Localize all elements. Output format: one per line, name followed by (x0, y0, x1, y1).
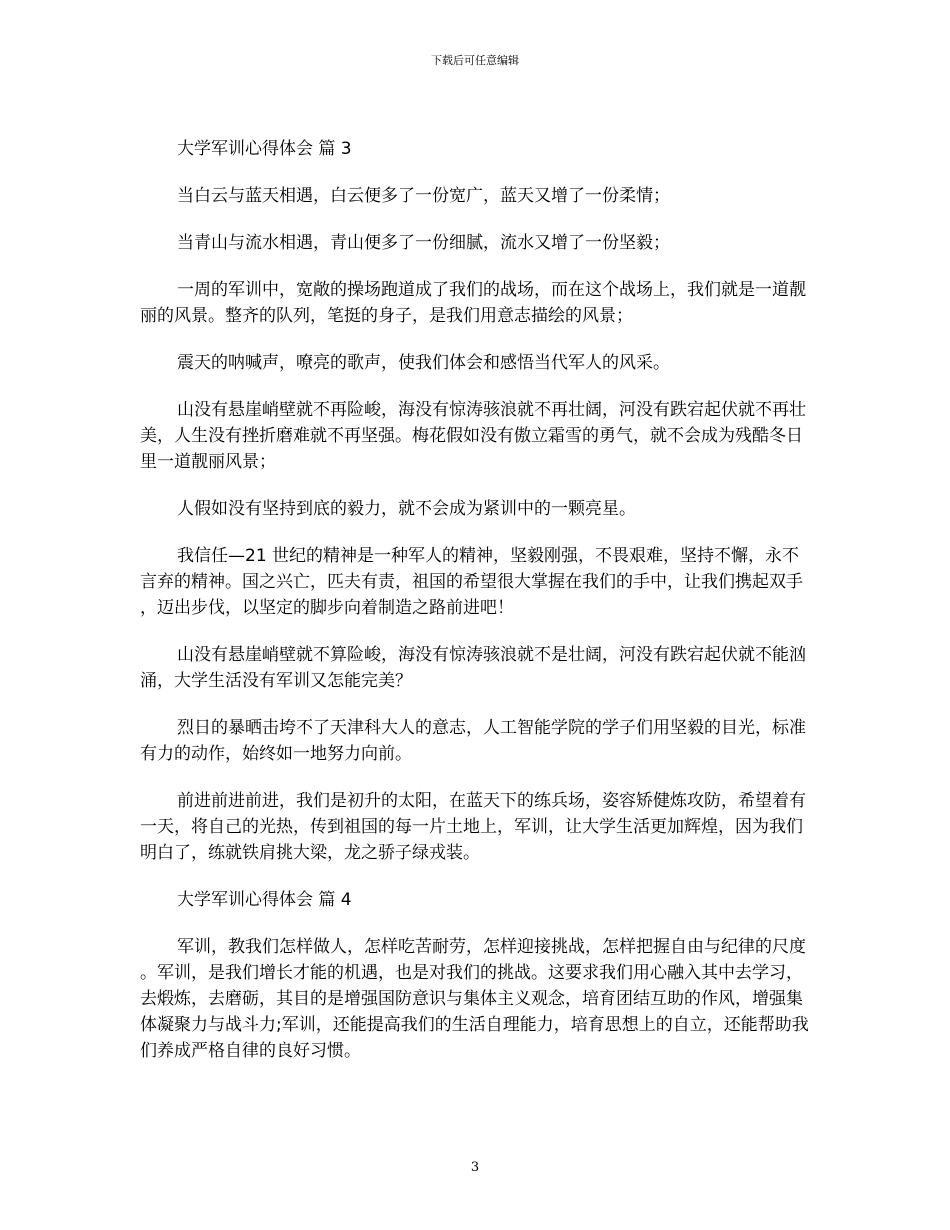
paragraph: 烈日的暴晒击垮不了天津科大人的意志，人工智能学院的学子们用坚毅的目光，标准有力的动作，始终如一地努力向前。 (140, 718, 806, 764)
paragraph: 山没有悬崖峭壁就不再险峻，海没有惊涛骇浪就不再壮阔，河没有跌宕起伏就不再壮美，人生没有挫折磨难就不再坚强。梅花假如没有傲立霜雪的勇气，就不会成为残酷冬日里一道靓丽风景； (140, 400, 806, 472)
paragraph: 前进前进前进，我们是初升的太阳，在蓝天下的练兵场，姿容矫健炼攻防，希望着有一天，将自己的光热，传到祖国的每一片土地上，军训，让大学生活更加辉煌，因为我们明白了，练就铁肩挑大梁，龙之骄子绿戎装。 (140, 791, 806, 863)
section-heading-4: 大学军训心得体会 篇 4 (177, 890, 352, 910)
paragraph: 当青山与流水相遇，青山便多了一份细腻，流水又增了一份坚毅； (177, 233, 670, 253)
paragraph: 军训，教我们怎样做人，怎样吃苦耐劳，怎样迎接挑战，怎样把握自由与纪律的尺度。军训，是我们增长才能的机遇，也是对我们的挑战。这要求我们用心融入其中去学习，去煅炼，去磨砺，其目的是增强国防意识与集体主义观念，培育团结互助的作风，增强集体凝聚力与战斗力;军训，还能提高我们的生活自理能力，培育思想上的自立，还能帮助我们养成严格自律的良好习惯。 (140, 937, 809, 1061)
paragraph: 当白云与蓝天相遇，白云便多了一份宽广，蓝天又增了一份柔情； (177, 186, 670, 206)
page-header: 下载后可任意编辑 (431, 54, 519, 67)
paragraph: 山没有悬崖峭壁就不算险峻，海没有惊涛骇浪就不是壮阔，河没有跌宕起伏就不能汹涌，大学生活没有军训又怎能完美？ (140, 645, 806, 691)
document-body (140, 136, 813, 1085)
page-number: 3 (470, 1160, 480, 1175)
paragraph: 我信任—21 世纪的精神是一种军人的精神，坚毅刚强，不畏艰难，坚持不懈，永不言弃的精神。国之兴亡，匹夫有责，祖国的希望很大掌握在我们的手中，让我们携起双手，迈出步伐，以坚定的脚步向着制造之路前进吧！ (140, 546, 803, 618)
paragraph: 震天的呐喊声，嘹亮的歌声，使我们体会和感悟当代军人的风采。 (177, 353, 670, 373)
paragraph: 一周的军训中，宽敞的操场跑道成了我们的战场，而在这个战场上，我们就是一道靓丽的风景。整齐的队列，笔挺的身子，是我们用意志描绘的风景； (140, 280, 806, 326)
section-heading-3: 大学军训心得体会 篇 3 (177, 139, 352, 159)
paragraph: 人假如没有坚持到底的毅力，就不会成为紧训中的一颗亮星。 (177, 499, 636, 519)
